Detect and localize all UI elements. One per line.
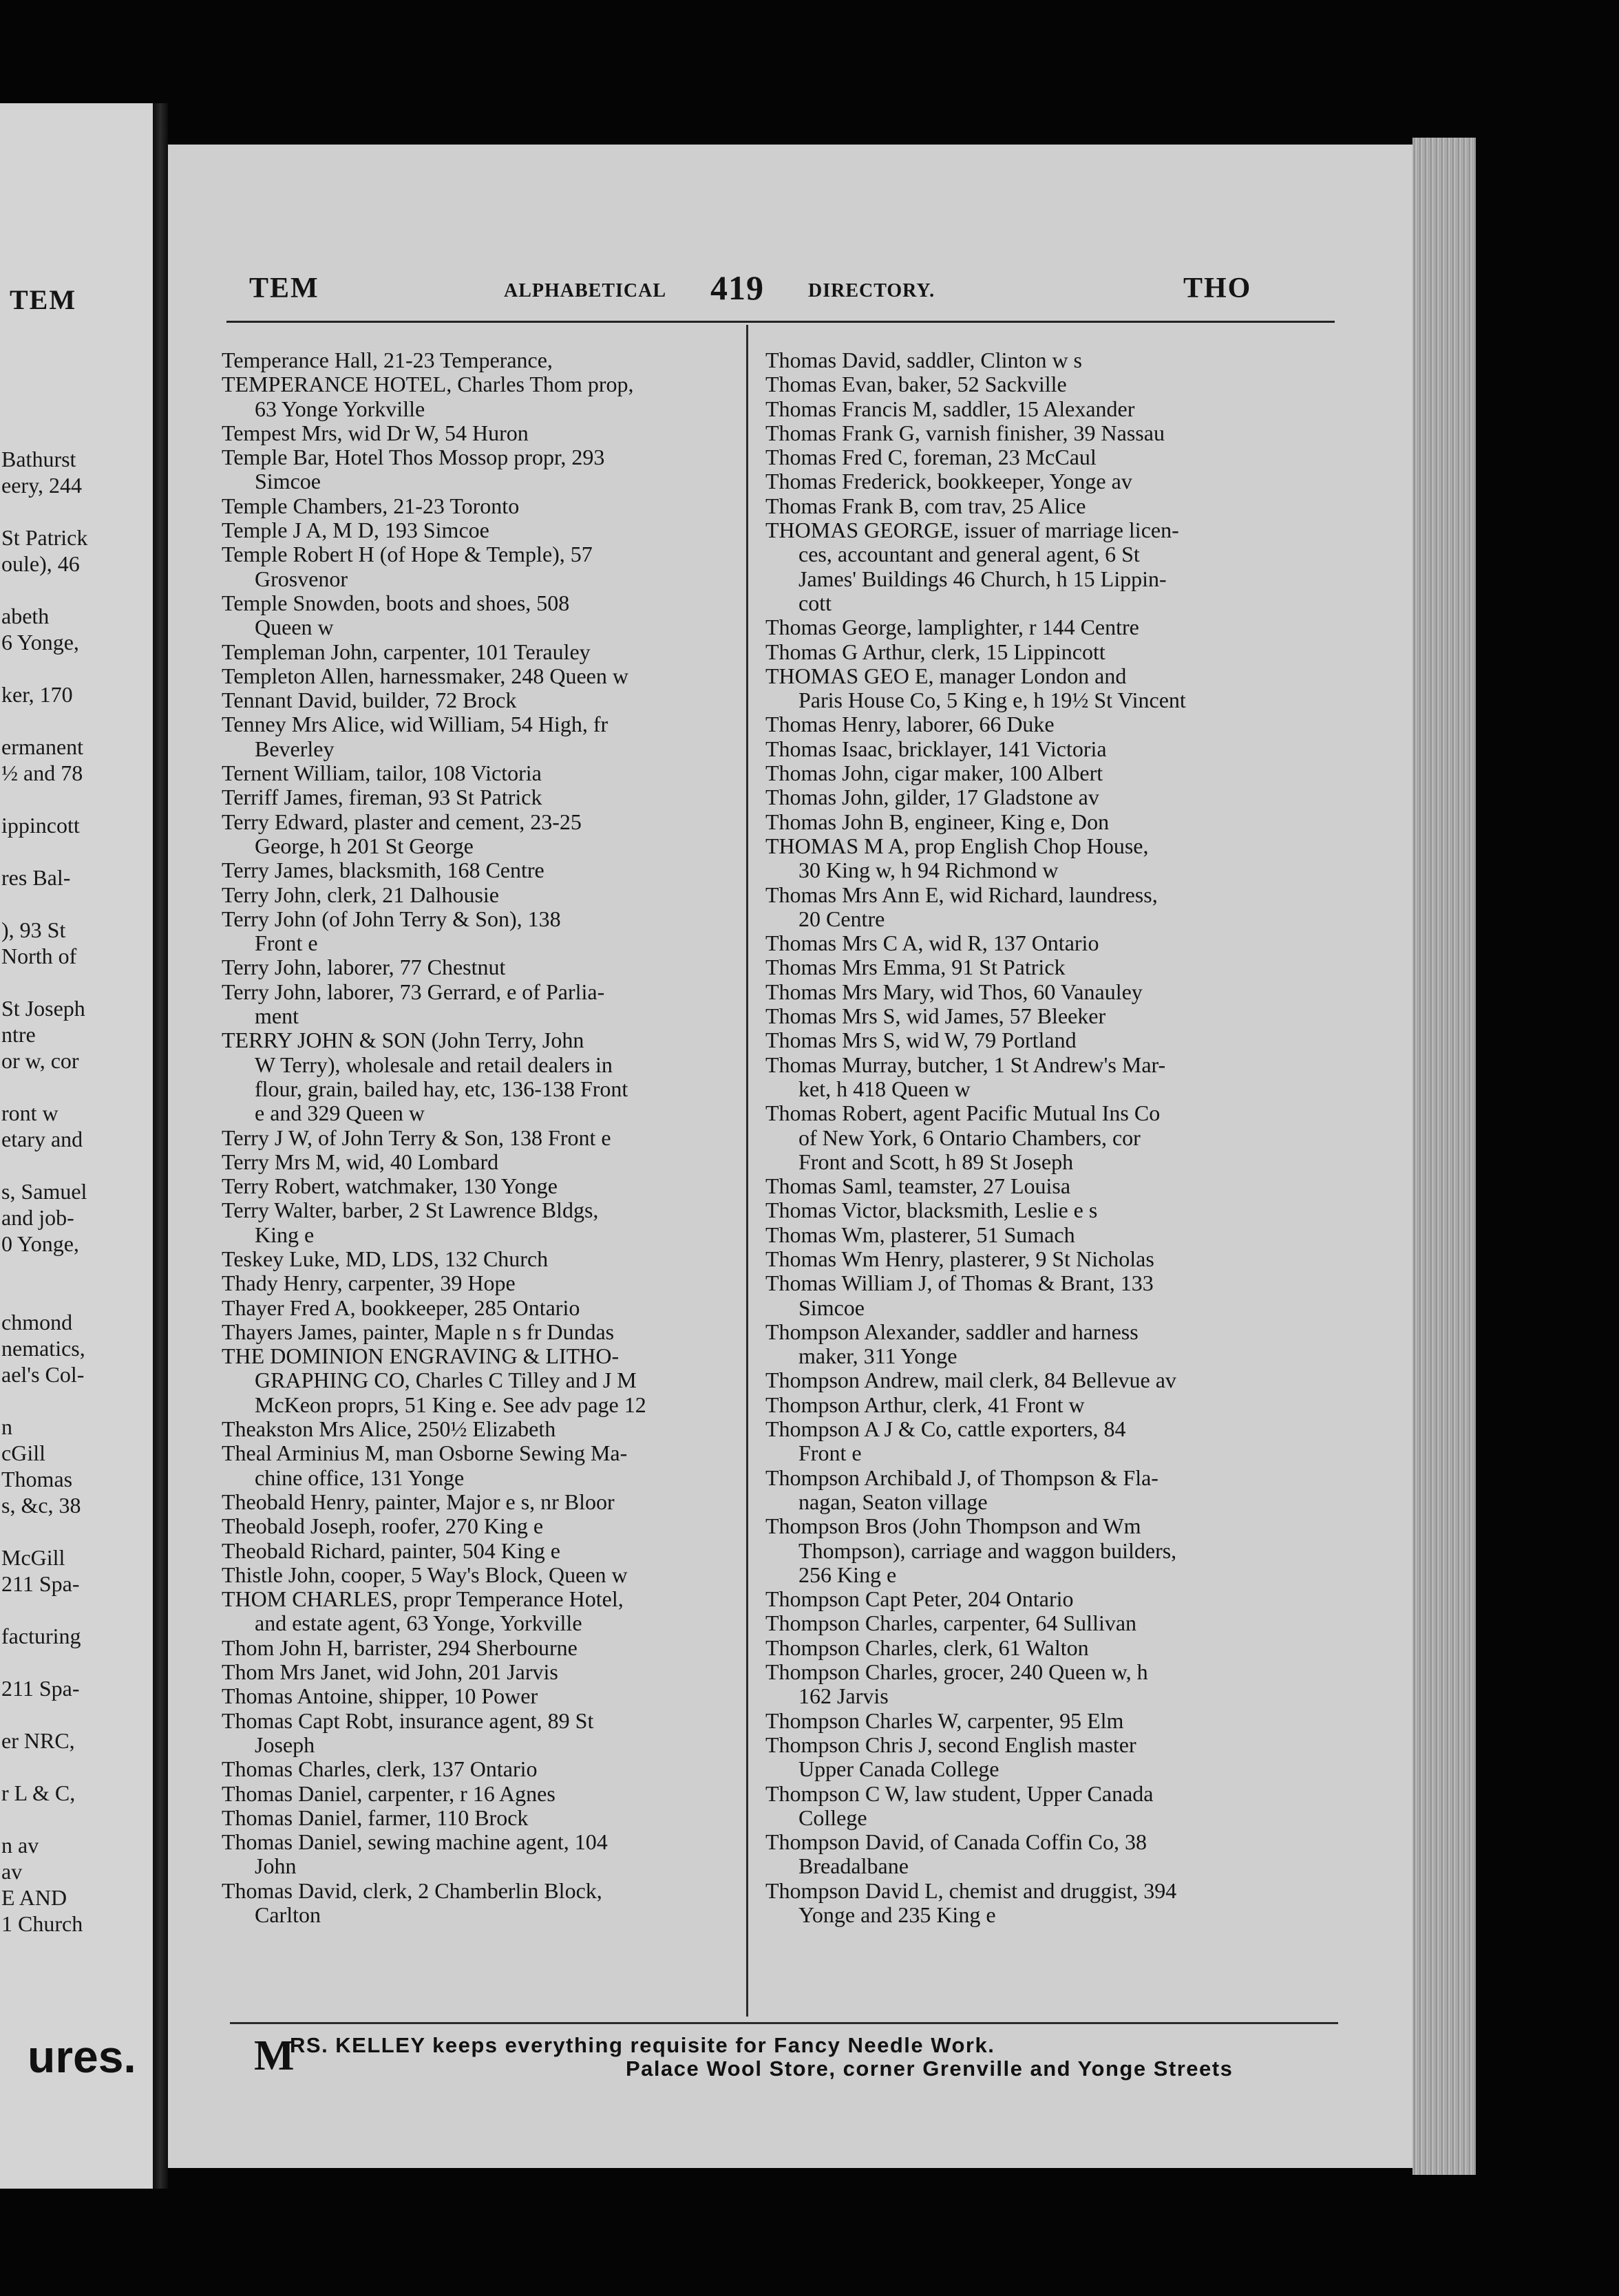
directory-entry [765,1660,1340,1709]
entry-line: Thomas Robert, agent Pacific Mutual Ins Co [765,1101,1161,1126]
entry-line: Thompson Bros (John Thompson and Wm [765,1514,1141,1539]
entry-continuation-line: Beverley [255,736,335,761]
left-page-header: TEM [10,284,77,315]
entry-line: Terry Walter, barber, 2 St Lawrence Bldgs, [222,1198,599,1223]
entry-continuation-line: Thompson), carriage and waggon builders, [798,1538,1177,1563]
entry-continuation-line: 20 Centre [798,906,885,931]
entry-line: Thomas Wm Henry, plasterer, 9 St Nicholas [765,1246,1154,1271]
directory-entry [222,1126,745,1150]
entry-line: Terry John (of John Terry & Son), 138 [222,906,561,931]
entry-line: Thomas Wm, plasterer, 51 Sumach [765,1222,1075,1247]
entry-continuation-line: Front e [255,931,318,956]
left-page-line: er NRC, [1,1728,75,1753]
directory-entry [765,1417,1340,1466]
ad-line-1: RS. KELLEY keeps everything requisite for Fancy Needle Work. [290,2033,995,2057]
directory-entry [222,591,745,640]
left-page-line: ), 93 St [1,917,66,942]
directory-entry [222,1563,745,1587]
entry-line: Thom Mrs Janet, wid John, 201 Jarvis [222,1660,558,1685]
entry-continuation-line: Carlton [255,1902,321,1927]
entry-continuation-line: Front e [798,1441,862,1466]
left-page-line: North of [1,944,77,968]
entry-continuation-line: Yonge and 235 King e [798,1902,996,1927]
directory-entry [222,1782,745,1806]
entry-continuation-line: 63 Yonge Yorkville [255,396,425,421]
entry-line: Templeman John, carpenter, 101 Terauley [222,639,591,664]
page-number: 419 [710,268,764,307]
directory-entry [765,640,1340,664]
entry-continuation-line: Grosvenor [255,566,348,591]
directory-entry [222,1198,745,1247]
entry-line: Thompson Andrew, mail clerk, 84 Bellevue av [765,1368,1176,1393]
entry-line: THE DOMINION ENGRAVING & LITHO- [222,1344,620,1369]
directory-entry [222,1150,745,1174]
directory-entry [222,1660,745,1684]
entry-line: THOM CHARLES, propr Temperance Hotel, [222,1587,624,1612]
left-page-line: s, &c, 38 [1,1493,81,1518]
directory-entry [222,348,745,372]
directory-entry [222,1441,745,1490]
entry-line: Thompson A J & Co, cattle exporters, 84 [765,1417,1126,1442]
directory-entry [222,858,745,882]
entry-continuation-line: James' Buildings 46 Church, h 15 Lippin- [798,566,1167,591]
left-page-line: r L & C, [1,1781,76,1805]
left-page-line: St Patrick [1,525,88,550]
entry-continuation-line: 256 King e [798,1562,897,1587]
directory-entry [765,785,1340,809]
left-page-line: 6 Yonge, [1,630,79,655]
directory-entry [222,1344,745,1417]
entry-continuation-line: McKeon proprs, 51 King e. See adv page 12 [255,1392,646,1417]
directory-entry [222,1296,745,1320]
entry-continuation-line: of New York, 6 Ontario Chambers, cor [798,1125,1141,1150]
entry-line: Thom John H, barrister, 294 Sherbourne [222,1635,578,1660]
directory-entry [765,980,1340,1004]
directory-entry [765,1053,1340,1102]
left-page-line [0,1754,153,1780]
directory-entry [222,1320,745,1344]
left-column [222,348,745,1927]
directory-entry [222,980,745,1029]
entry-line: Thompson Capt Peter, 204 Ontario [765,1587,1074,1612]
entry-continuation-line: Front and Scott, h 89 St Joseph [798,1149,1074,1174]
directory-entry [765,518,1340,615]
entry-line: Terry J W, of John Terry & Son, 138 Front e [222,1125,611,1150]
entry-line: Terry John, clerk, 21 Dalhousie [222,882,499,907]
directory-entry [222,1830,745,1879]
entry-line: Thompson Charles, clerk, 61 Walton [765,1635,1089,1660]
left-page-line: 0 Yonge, [1,1231,79,1256]
directory-entry [222,1417,745,1441]
entry-line: Thomas Daniel, sewing machine agent, 104 [222,1830,608,1855]
directory-entry [765,445,1340,469]
directory-entry [765,761,1340,785]
entry-line: Thomas Evan, baker, 52 Sackville [765,372,1067,397]
entry-continuation-line: Simcoe [255,469,321,494]
entry-continuation-line: 30 King w, h 94 Richmond w [798,858,1059,883]
left-page-line [0,498,153,524]
entry-line: Thomas Saml, teamster, 27 Louisa [765,1174,1071,1199]
entry-line: Thompson C W, law student, Upper Canada [765,1781,1154,1806]
left-page-line [0,1152,153,1178]
entry-continuation-line: and estate agent, 63 Yonge, Yorkville [255,1611,582,1636]
entry-continuation-line: 162 Jarvis [798,1683,889,1709]
directory-entry [222,785,745,809]
entry-line: Thomas G Arthur, clerk, 15 Lippincott [765,639,1105,664]
left-page-line: or w, cor [1,1048,79,1073]
entry-line: TEMPERANCE HOTEL, Charles Thom prop, [222,372,634,397]
entry-line: Theobald Joseph, roofer, 270 King e [222,1514,544,1539]
entry-line: Ternent William, tailor, 108 Victoria [222,761,542,786]
entry-line: Thayers James, painter, Maple n s fr Dundas [222,1319,615,1344]
directory-entry [765,1174,1340,1198]
entry-continuation-line: Upper Canada College [798,1756,999,1782]
directory-entry [222,664,745,688]
entry-continuation-line: maker, 311 Yonge [798,1343,957,1369]
header-title-right: DIRECTORY. [808,280,935,301]
entry-line: Thompson Charles, grocer, 240 Queen w, h [765,1660,1148,1685]
left-page-text-fragments [0,446,153,1937]
header-right-guide-word: THO [1183,273,1252,304]
entry-continuation-line: Paris House Co, 5 King e, h 19½ St Vincent [798,688,1186,713]
entry-line: Teskey Luke, MD, LDS, 132 Church [222,1246,549,1271]
directory-entry [765,1830,1340,1879]
left-page-line [0,1597,153,1623]
directory-entry [765,421,1340,445]
right-column [765,348,1340,1927]
left-page-line [0,577,153,603]
entry-continuation-line: Breadalbane [798,1853,909,1879]
entry-line: Thompson Alexander, saddler and harness [765,1319,1139,1344]
left-page-line: Thomas [1,1467,73,1491]
entry-line: Templeton Allen, harnessmaker, 248 Queen w [222,663,628,688]
entry-line: Thady Henry, carpenter, 39 Hope [222,1271,516,1296]
entry-continuation-line: e and 329 Queen w [255,1101,425,1126]
entry-line: Thomas Charles, clerk, 137 Ontario [222,1757,538,1782]
directory-entry [222,445,745,494]
directory-entry [222,1757,745,1781]
directory-entry [765,397,1340,421]
entry-line: Thomas Mrs C A, wid R, 137 Ontario [765,931,1099,956]
entry-line: Terry James, blacksmith, 168 Centre [222,858,544,883]
directory-entry [765,1271,1340,1320]
entry-line: Tenney Mrs Alice, wid William, 54 High, fr [222,712,609,737]
directory-entry [765,1393,1340,1417]
entry-continuation-line: cott [798,590,832,615]
left-page-line: 1 Church [1,1911,83,1936]
entry-line: THOMAS GEORGE, issuer of marriage licen- [765,518,1179,543]
directory-entry [765,1709,1340,1733]
page-edges [1412,138,1476,2175]
left-page-line: ntre [1,1022,36,1047]
entry-line: Thomas Murray, butcher, 1 St Andrew's Mar- [765,1052,1166,1077]
left-page-line [0,1649,153,1675]
directory-entry [222,761,745,785]
entry-line: Thomas Frank B, com trav, 25 Alice [765,493,1086,518]
entry-line: Thompson David, of Canada Coffin Co, 38 [765,1830,1147,1855]
entry-continuation-line: chine office, 131 Yonge [255,1465,465,1490]
entry-line: Temple Chambers, 21-23 Toronto [222,493,520,518]
entry-line: Tennant David, builder, 72 Brock [222,688,517,713]
entry-continuation-line: W Terry), wholesale and retail dealers in [255,1052,613,1077]
running-header [168,268,1412,313]
entry-continuation-line: nagan, Seaton village [798,1489,988,1514]
left-page-line: cGill [1,1441,45,1465]
directory-entry [222,372,745,421]
directory-entry [222,640,745,664]
entry-line: Thomas John, gilder, 17 Gladstone av [765,785,1099,810]
entry-line: Thistle John, cooper, 5 Way's Block, Queen w [222,1562,628,1587]
left-page-line [0,708,153,734]
entry-line: THOMAS GEO E, manager London and [765,663,1127,688]
directory-entry [765,615,1340,639]
directory-entry [765,1198,1340,1222]
footer-rule [230,2022,1338,2024]
left-page-line: av [1,1859,23,1884]
entry-continuation-line: ces, accountant and general agent, 6 St [798,542,1140,567]
directory-entry [765,469,1340,493]
directory-entry [765,1782,1340,1831]
entry-line: Thomas Daniel, farmer, 110 Brock [222,1805,529,1830]
entry-line: THOMAS M A, prop English Chop House, [765,833,1149,858]
entry-line: Thomas Frank G, varnish finisher, 39 Nassau [765,421,1165,445]
directory-entry [765,494,1340,518]
header-title-left: ALPHABETICAL [504,280,667,301]
directory-entry [222,1514,745,1538]
left-page-line [0,1518,153,1544]
entry-line: Thomas Fred C, foreman, 23 McCaul [765,445,1097,470]
entry-line: Thomas Mrs Emma, 91 St Patrick [765,955,1066,980]
directory-entry [222,1879,745,1928]
directory-entry [765,1320,1340,1369]
left-page-line: McGill [1,1545,65,1570]
left-page-line [0,655,153,681]
left-page-line: ippincott [1,813,80,838]
entry-continuation-line: John [255,1853,297,1879]
entry-continuation-line: ket, h 418 Queen w [798,1076,971,1101]
left-page-line: res Bal- [1,865,71,890]
entry-line: Thompson Archibald J, of Thompson & Fla- [765,1465,1158,1490]
directory-entry [222,712,745,761]
entry-line: Thompson Charles, carpenter, 64 Sullivan [765,1611,1137,1636]
directory-page [168,145,1412,2168]
left-page-line: chmond [1,1310,73,1335]
directory-entry [222,883,745,907]
left-page-line: s, Samuel [1,1179,87,1204]
entry-continuation-line: GRAPHING CO, Charles C Tilley and J M [255,1368,637,1393]
entry-line: Terry Edward, plaster and cement, 23-25 [222,809,582,834]
left-page-line: ½ and 78 [1,761,83,785]
left-page-line: ker, 170 [1,682,73,707]
entry-line: Terry Mrs M, wid, 40 Lombard [222,1149,499,1174]
entry-line: Temperance Hall, 21-23 Temperance, [222,348,553,372]
entry-continuation-line: George, h 201 St George [255,833,474,858]
directory-entry [222,1636,745,1660]
directory-entry [765,1004,1340,1028]
directory-entry [765,810,1340,834]
entry-line: Thomas Mrs S, wid W, 79 Portland [765,1028,1077,1053]
entry-line: Thomas Victor, blacksmith, Leslie e s [765,1198,1098,1223]
directory-entry [222,1684,745,1708]
directory-entry [765,955,1340,979]
directory-entry [765,1101,1340,1174]
entry-line: Thompson Charles W, carpenter, 95 Elm [765,1708,1124,1733]
directory-entry [765,1514,1340,1587]
left-page-line: abeth [1,604,50,628]
directory-entry [765,1879,1340,1928]
directory-entry [765,1223,1340,1247]
left-page-line: n av [1,1833,39,1858]
entry-line: Terriff James, fireman, 93 St Patrick [222,785,542,810]
entry-continuation-line: King e [255,1222,315,1247]
entry-line: Theal Arminius M, man Osborne Sewing Ma- [222,1441,628,1466]
left-page-line [0,969,153,995]
entry-line: Terry Robert, watchmaker, 130 Yonge [222,1174,558,1199]
entry-continuation-line: Queen w [255,615,334,640]
directory-entry [222,421,745,445]
directory-entry [765,1247,1340,1271]
left-page-line: nematics, [1,1336,85,1361]
entry-line: Theakston Mrs Alice, 250½ Elizabeth [222,1417,556,1442]
entry-line: Terry John, laborer, 73 Gerrard, e of Parlia- [222,979,605,1004]
left-page-line: etary and [1,1127,83,1151]
left-page-line: eery, 244 [1,473,82,498]
facing-left-page [0,103,153,2189]
entry-line: Thomas Mrs S, wid James, 57 Bleeker [765,1004,1106,1029]
directory-entry [222,810,745,859]
directory-entry [222,907,745,956]
directory-entry [765,1466,1340,1515]
left-page-line: oule), 46 [1,551,80,576]
directory-entry [765,883,1340,932]
left-page-line: ront w [1,1101,59,1125]
ad-line-2: Palace Wool Store, corner Grenville and Yonge Streets [626,2056,1234,2081]
directory-entry [222,688,745,712]
entry-line: Thomas Henry, laborer, 66 Duke [765,712,1055,737]
left-page-line [0,1388,153,1414]
entry-line: Thomas Daniel, carpenter, r 16 Agnes [222,1781,555,1806]
header-left-guide-word: TEM [249,273,319,304]
entry-line: TERRY JOHN & SON (John Terry, John [222,1028,584,1053]
left-page-line [0,838,153,864]
directory-entry [222,518,745,542]
left-page-footer-fragment: ures. [28,2031,136,2082]
left-page-line [0,1806,153,1832]
header-rule [226,321,1335,323]
entry-line: Thomas Francis M, saddler, 15 Alexander [765,396,1135,421]
directory-entry [765,372,1340,396]
directory-entry [765,1368,1340,1392]
directory-entry [765,931,1340,955]
left-page-line: E AND [1,1885,67,1910]
entry-line: Thomas Mrs Ann E, wid Richard, laundress, [765,882,1158,907]
left-page-line: ael's Col- [1,1362,85,1387]
entry-line: Temple Snowden, boots and shoes, 508 [222,591,570,615]
entry-line: Temple Bar, Hotel Thos Mossop propr, 293 [222,445,605,470]
directory-entry [222,1806,745,1830]
entry-line: Thayer Fred A, bookkeeper, 285 Ontario [222,1295,580,1320]
entry-line: Thomas Capt Robt, insurance agent, 89 St [222,1708,594,1733]
entry-continuation-line: Joseph [255,1732,315,1757]
ad-initial-letter: M [254,2032,295,2079]
directory-entry [765,1028,1340,1052]
entry-line: Thomas John B, engineer, King e, Don [765,809,1110,834]
entry-line: Terry John, laborer, 77 Chestnut [222,955,506,980]
left-page-line: and job- [1,1205,74,1230]
entry-line: Thomas David, saddler, Clinton w s [765,348,1082,372]
left-page-line [0,1074,153,1100]
entry-line: Thomas Isaac, bricklayer, 141 Victoria [765,736,1107,761]
directory-entry [765,834,1340,883]
column-divider [746,325,748,2017]
left-page-line: ermanent [1,734,84,759]
left-page-line: facturing [1,1624,81,1648]
entry-continuation-line: ment [255,1003,299,1029]
entry-line: Thomas Antoine, shipper, 10 Power [222,1684,538,1709]
entry-line: Thomas William J, of Thomas & Brant, 133 [765,1271,1154,1296]
left-page-line [0,1257,153,1283]
left-page-line: n [1,1414,12,1439]
entry-continuation-line: Simcoe [798,1295,865,1320]
directory-entry [765,1733,1340,1782]
entry-continuation-line: flour, grain, bailed hay, etc, 136-138 Front [255,1076,628,1101]
directory-entry [765,664,1340,713]
entry-continuation-line: College [798,1805,867,1830]
directory-entry [765,348,1340,372]
left-page-line: 211 Spa- [1,1676,80,1701]
entry-line: Thomas Frederick, bookkeeper, Yonge av [765,469,1132,494]
left-page-line [0,891,153,917]
left-page-line: Bathurst [1,447,76,471]
book-gutter [153,103,168,2189]
left-page-line [0,1283,153,1309]
directory-entry [222,1174,745,1198]
directory-entry [222,955,745,979]
directory-entry [222,542,745,591]
left-page-line: 211 Spa- [1,1571,80,1596]
directory-entry [222,494,745,518]
directory-entry [222,1539,745,1563]
entry-line: Thompson Arthur, clerk, 41 Front w [765,1392,1085,1417]
directory-entry [222,1587,745,1636]
entry-line: Thomas John, cigar maker, 100 Albert [765,761,1103,786]
left-page-line: St Joseph [1,996,85,1021]
directory-entry [765,1587,1340,1611]
directory-entry [765,737,1340,761]
directory-entry [765,1611,1340,1635]
entry-line: Thomas Mrs Mary, wid Thos, 60 Vanauley [765,979,1143,1004]
entry-line: Temple Robert H (of Hope & Temple), 57 [222,542,593,567]
left-page-line [0,1701,153,1728]
directory-entry [222,1490,745,1514]
entry-line: Thomas George, lamplighter, r 144 Centre [765,615,1139,640]
directory-entry [765,712,1340,736]
entry-line: Theobald Richard, painter, 504 King e [222,1538,560,1563]
entry-line: Thompson Chris J, second English master [765,1732,1136,1757]
entry-line: Temple J A, M D, 193 Simcoe [222,518,489,543]
left-page-line [0,786,153,812]
entry-line: Theobald Henry, painter, Major e s, nr Bloor [222,1489,615,1514]
directory-entry [222,1028,745,1125]
directory-entry [222,1709,745,1758]
entry-line: Tempest Mrs, wid Dr W, 54 Huron [222,421,529,445]
entry-line: Thompson David L, chemist and druggist, 394 [765,1878,1177,1903]
directory-entry [765,1636,1340,1660]
directory-entry [222,1247,745,1271]
directory-entry [222,1271,745,1295]
entry-line: Thomas David, clerk, 2 Chamberlin Block, [222,1878,602,1903]
